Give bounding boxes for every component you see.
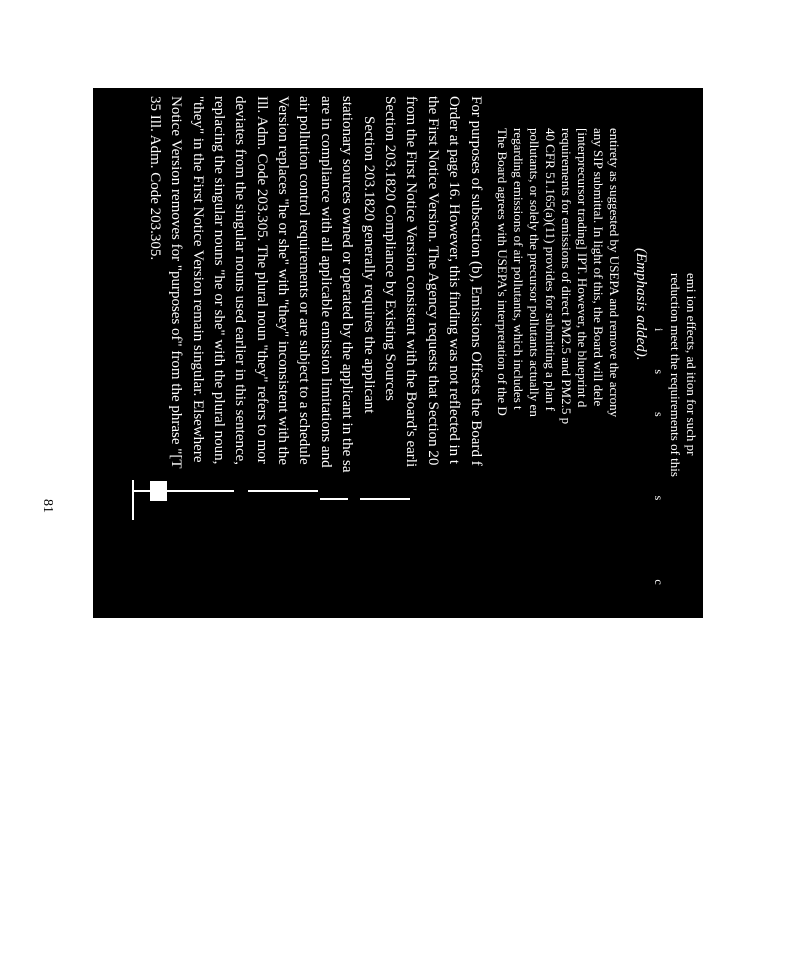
text-line: deviates from the singular nouns used earlier in this sentence, <box>232 96 249 466</box>
text-line: Notice Version removes for "purposes of" from the phrase "[T <box>168 96 185 469</box>
quote-line: regarding emissions of air pollutants, which includes t <box>510 128 526 410</box>
scan-mask-line <box>134 490 234 492</box>
scan-mask-line <box>360 498 410 500</box>
quote-line: [interprecursor trading] IPT. However, the blueprint d <box>574 128 590 408</box>
text-line: Order at page 16. However, this finding was not reflected in t <box>446 96 463 465</box>
inverted-scan-region <box>93 88 703 956</box>
section-heading: Section 203.1820 Compliance by Existing Sources <box>382 96 399 401</box>
rotated-text-block <box>143 88 703 956</box>
text-line: reduction meet the requirements of this <box>668 273 683 477</box>
quote-line: requirements for emissions of direct PM2.5 and PM2.5 p <box>558 128 574 425</box>
text-line: from the First Notice Version consistent with the Board's earli <box>403 96 420 468</box>
text-line: Version replaces "he or she" with "they" inconsistent with the <box>275 96 292 465</box>
text-line: Section 203.1820 generally requires the applicant <box>360 116 377 414</box>
text-line: For purposes of subsection (b), Emissions Offsets the Board f <box>467 96 484 466</box>
quote-line: entirety as suggested by USEPA and remove the acrony <box>606 128 622 418</box>
page-number: 81 <box>40 499 55 513</box>
quote-line: The Board agrees with USEPA's interpretation of the D <box>494 128 510 416</box>
scan-artifact-square <box>150 481 167 501</box>
text-line: iss s c c s ' s <box>652 328 666 956</box>
quote-line: any SIP submittal. In light of this, the Board will dele <box>590 128 606 407</box>
text-line: air pollution control requirements or are subject to a schedule <box>296 96 313 465</box>
text-line: "they" in the First Notice Version remain singular. Elsewhere <box>189 96 206 463</box>
text-line: replacing the singular nouns "he or she" with the plural noun, <box>210 96 227 465</box>
text-line: are in compliance with all applicable emission limitations and <box>317 96 334 468</box>
quote-line: pollutants, or solely the precursor pollutants actually en <box>526 128 542 417</box>
text-line: stationary sources owned or operated by the applicant in the sa <box>339 96 356 473</box>
scan-mask-line <box>248 490 318 492</box>
emphasis-note: (Emphasis added). <box>633 248 649 361</box>
text-line: Ill. Adm. Code 203.305. The plural noun "they" refers to mor <box>253 96 270 464</box>
scan-mask-line <box>320 498 348 500</box>
footnote-line: 35 Ill. Adm. Code 203.305. <box>146 96 163 261</box>
quote-line: 40 CFR 51.165(a)(11) provides for submitting a plan f <box>542 128 558 411</box>
text-line: the First Notice Version. The Agency requests that Section 20 <box>424 96 441 466</box>
text-line: emi ion effects, ad ition for such pr <box>684 273 699 456</box>
scan-mask-line <box>132 480 134 520</box>
